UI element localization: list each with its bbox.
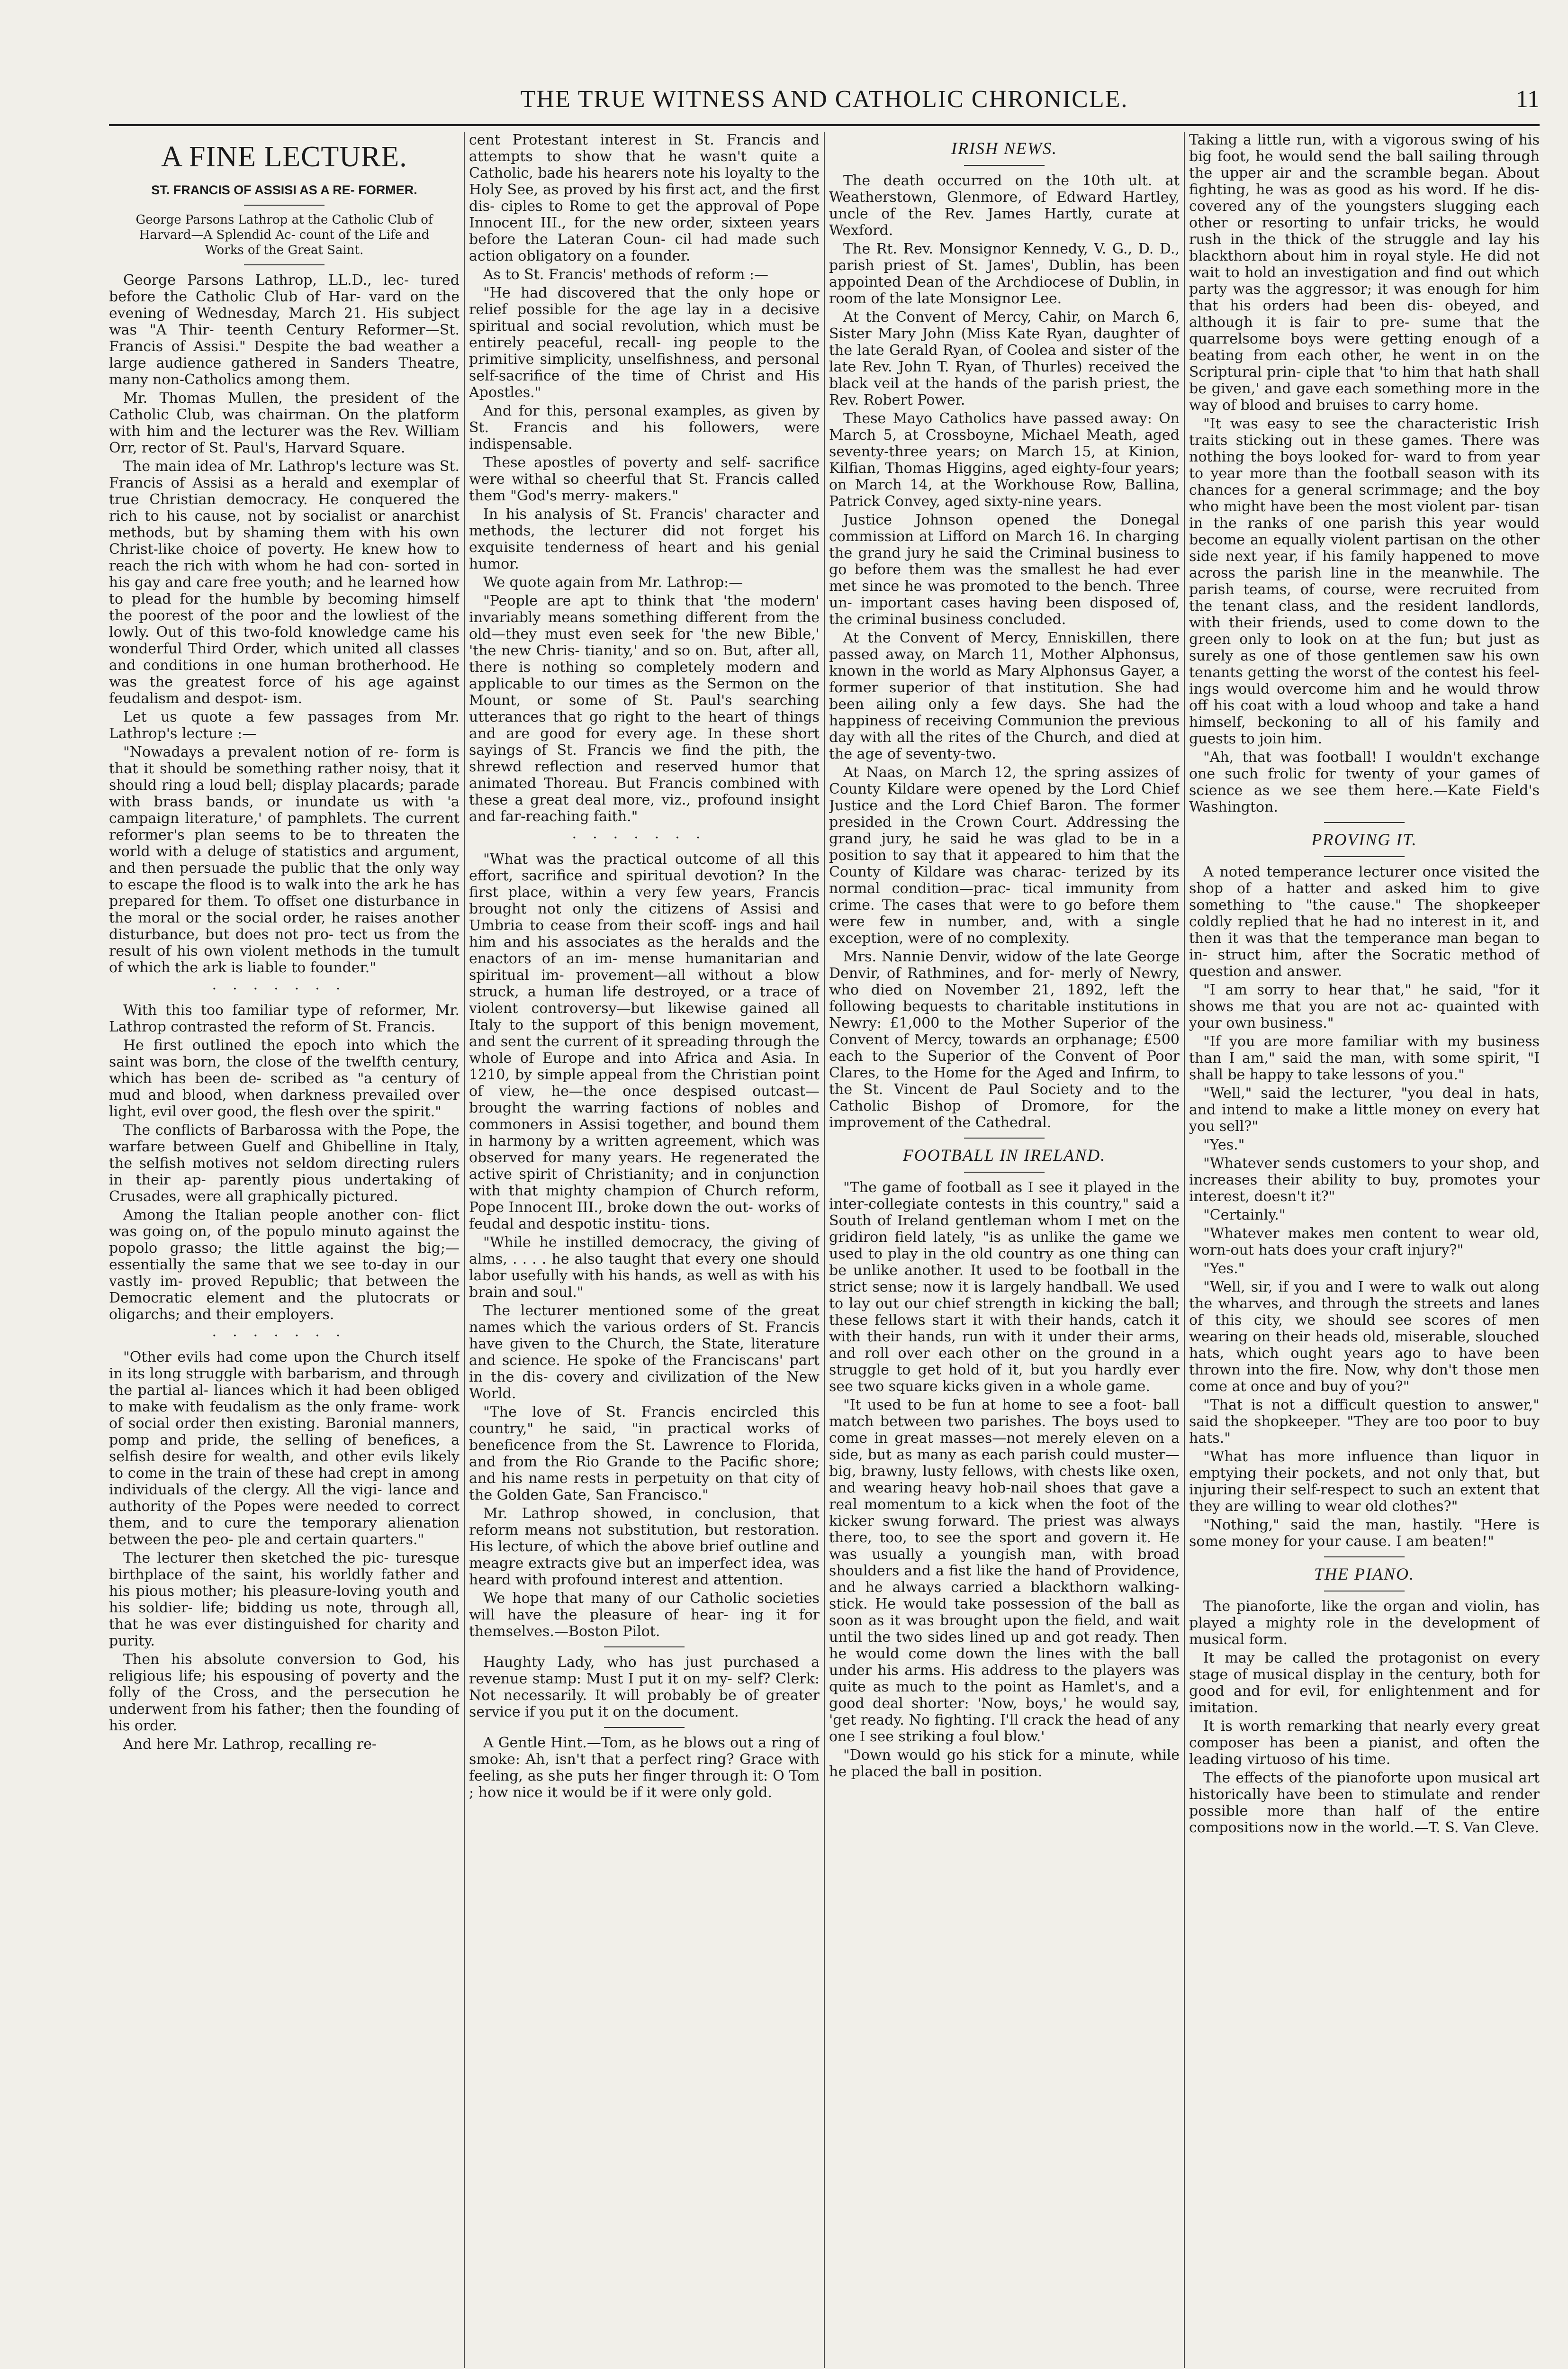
headline-fine-lecture: A FINE LECTURE. (161, 141, 407, 173)
masthead-rule (109, 124, 1540, 126)
paragraph: "It was easy to see the characteristic Irish traits sticking out in these games. There was nothing the boys looked for- ward to from year to year more than the football season with its chances for a general scrimmage; and the boy who might have been the most violent par- tisan in the ranks of one parish this year would become an equally violent partisan on the other side next year, if his family happened to move across the parish line in the meanwhile. The parish teams, of course, were recruited from the tenant class, and the resident landlords, with their friends, used to come down to the green only to look on at the fun; but just as surely as one of those gentlemen saw his own tenants getting the worst of the contest his feel- ings would overcome him and he would throw off his coat with a loud whoop and take a hand himself, beckoning to all of his family and guests to join him. (1189, 416, 1540, 747)
paragraph: "Well, sir, if you and I were to walk out along the wharves, and through the streets and lanes of this city, we should see scores of men wearing on their heads old, miserable, slouched hats, which ought years ago to have been thrown into the fire. Now, why don't those men come at once and buy of you?" (1189, 1279, 1540, 1395)
paragraph: "If you are more familiar with my business than I am," said the man, with some spirit, "I shall be happy to take lessons of you." (1189, 1033, 1540, 1083)
subhead-st-francis: ST. FRANCIS OF ASSISI AS A RE- FORMER. (151, 183, 417, 197)
paragraph: The pianoforte, like the organ and violin, has played a mighty role in the development of musical form. (1189, 1598, 1540, 1648)
heading-football: FOOTBALL IN IRELAND. (902, 1146, 1106, 1165)
heading-proving-it: PROVING IT. (1311, 830, 1417, 849)
column-rule (464, 132, 465, 2368)
paragraph: "Yes." (1203, 1137, 1245, 1153)
paragraph: "People are apt to think that 'the modern' invariably means something different from the old—they must even seek for 'the new Bible,' 'the new Chris- tianity,' and so on. But, after all, there is nothing so completely modern and applicable to our times as the Sermon on the Mount, or some of St. Paul's searching utterances that go right to the heart of things and are good for every age. In these short sayings of St. Francis we find the pith, the shrewd reflection and reserved humor that animated Thoreau. But Francis combined with these a great deal more, viz., profound insight and far-reaching faith." (469, 593, 820, 825)
ellipsis-dots: ······· (212, 1328, 357, 1344)
filler-haughty-lady: Haughty Lady, who has just purchased a revenue stamp: Must I put it on my- self? Clerk: Not necessarily. It will probably be of greater service if you put it on the document. (469, 1654, 820, 1720)
paragraph: Mr. Thomas Mullen, the president of the Catholic Club, was chairman. On the platform with him and the lecturer was the Rev. William Orr, rector of St. Paul's, Harvard Square. (109, 390, 460, 456)
paragraph: "Down would go his stick for a minute, while he placed the ball in position. (829, 1747, 1180, 1780)
paragraph: cent Protestant interest in St. Francis and attempts to show that he wasn't quite a Catholic, bade his hearers note his loyalty to the Holy See, as proved by his first act, and the first dis- ciples to Rome to get the approval of Pope Innocent III., for the new order, sixteen years before the Lateran Coun- cil had made such action obligatory on a founder. (469, 132, 820, 264)
paragraph: "Whatever sends customers to your shop, and increases their ability to buy, promotes your interest, doesn't it?" (1189, 1155, 1540, 1205)
paragraph: Justice Johnson opened the Donegal commission at Lifford on March 16. In charging the grand jury he said the Criminal business to go before them was the smallest he had ever met since he was promoted to the bench. Three un- important cases having been disposed of, the criminal business concluded. (829, 512, 1180, 628)
paragraph: The lecturer mentioned some of the great names which the various orders of St. Francis have given to the Church, the State, literature and science. He spoke of the Franciscans' part in the dis- covery and civilization of the New World. (469, 1302, 820, 1402)
column-4 (1189, 132, 1540, 2368)
paragraph: "While he instilled democracy, the giving of alms, . . . . he also taught that every one should labor usefully with his hands, as well as with his brain and soul." (469, 1234, 820, 1301)
divider (964, 1172, 1045, 1173)
paragraph: At the Convent of Mercy, Enniskillen, there passed away, on March 11, Mother Alphonsus, known in the world as Mary Alphonsus Gayer, a former superior of that institution. She had been ailing only a few days. She had the happiness of receiving Communion the previous day with all the rites of the Church, and died at the age of seventy-two. (829, 630, 1180, 762)
paragraph: "He had discovered that the only hope or relief possible for the age lay in a decisive spiritual and social revolution, which must be entirely peaceful, recall- ing people to the primitive simplicity, unselfishness, and personal self-sacrifice of the time of Christ and His Apostles." (469, 285, 820, 401)
ellipsis-dots: ······· (212, 981, 357, 997)
column-2 (469, 132, 820, 2368)
paragraph: A noted temperance lecturer once visited the shop of a hatter and asked him to give something to "the cause." The shopkeeper coldly replied that he had no interest in it, and then it was that the temperance man began to in- struct him, after the Socratic method of question and answer. (1189, 864, 1540, 980)
paragraph: "What was the practical outcome of all this effort, sacrifice and spiritual devotion? In the first place, within a very few years, Francis brought not only the citizens of Assisi and Umbria to cease from their scoff- ings and hail him and his associates as the heralds and the enactors of an im- mense humanitarian and spiritual im- provement—all without a blow struck, a human life destroyed, or a trace of violent controversy—but likewise gained all Italy to the support of this benign movement, and sent the current of it spreading through the whole of Europe and into Africa and Asia. In 1210, by simple appeal from the Christian point of view, he—the once despised outcast— brought the warring factions of nobles and commoners in Assisi together, and bound them in harmony by a written agreement, which was observed for many years. He regenerated the active spirit of Christianity; and in conjunction with that mighty champion of Church reform, Pope Innocent III., broke down the out- works of feudal and despotic institu- tions. (469, 851, 820, 1232)
paragraph: "It used to be fun at home to see a foot- ball match between two parishes. The boys used to come in great masses—not merely eleven on a side, but as many as each parish could muster—big, brawny, lusty fellows, with chests like oxen, and wearing heavy hob-nail shoes that gave a real momentum to a kick when the foot of the kicker swung forward. The priest was always there, too, to see the sport and govern it. He was usually a youngish man, with broad shoulders and a fist like the hand of Providence, and he always carried a blackthorn walking- stick. He would take possession of the ball as soon as it was brought upon the field, and wait until the two sides lined up and got ready. Then he would come down the lines with the ball under his arms. His address to the players was quite as much to the point as Hamlet's, and a good deal shorter: 'Now, boys,' he would say, 'get ready. No fighting. I'll crack the head of any one I see striking a foul blow.' (829, 1397, 1180, 1745)
divider (964, 165, 1045, 166)
paragraph: The death occurred on the 10th ult. at Weatherstown, Glenmore, of Edward Hartley, uncle of the Rev. James Hartly, curate at Wexford. (829, 172, 1180, 239)
paragraph: "Well," said the lecturer, "you deal in hats, and intend to make a little money on every hat you sell?" (1189, 1085, 1540, 1135)
paragraph: We hope that many of our Catholic societies will have the pleasure of hear- ing it for themselves.—Boston Pilot. (469, 1590, 820, 1640)
column-3 (829, 132, 1180, 2368)
paragraph: Let us quote a few passages from Mr. Lathrop's lecture :— (109, 709, 460, 742)
filler-gentle-hint: A Gentle Hint.—Tom, as he blows out a ring of smoke: Ah, isn't that a perfect ring? Grace with feeling, as she puts her finger through it: O Tom ; how nice it would be if it were only gold. (469, 1735, 820, 1801)
paragraph: We quote again from Mr. Lathrop:— (483, 574, 743, 591)
paragraph: Then his absolute conversion to God, his religious life; his espousing of poverty and the folly of the Cross, and the persecution he underwent from his father; then the founding of his order. (109, 1651, 460, 1734)
column-1 (109, 132, 460, 2368)
divider (1324, 1556, 1405, 1557)
paragraph: "That is not a difficult question to answer," said the shopkeeper. "They are too poor to buy hats." (1189, 1397, 1540, 1447)
paragraph: In his analysis of St. Francis' character and methods, the lecturer did not forget his exquisite tenderness of heart and his genial humor. (469, 506, 820, 572)
ellipsis-dots: ······· (572, 830, 717, 846)
divider (1324, 856, 1405, 857)
paragraph: "Ah, that was football! I wouldn't exchange one such frolic for twenty of your games of science as we see them here.—Kate Field's Washington. (1189, 749, 1540, 815)
paragraph: Among the Italian people another con- flict was going on, of the populo minuto against the popolo grasso; the little against the big;—essentially the same that we see to-day in our vastly im- proved Republic; that between the Democratic element and the plutocrats or oligarchs; and their employers. (109, 1207, 460, 1323)
column-rule (1184, 132, 1185, 2368)
paragraph: George Parsons Lathrop, LL.D., lec- tured before the Catholic Club of Har- vard on the evening of Wednesday, March 21. His subject was "A Thir- teenth Century Reformer—St. Francis of Assisi." Despite the bad weather a large audience gathered in Sanders Theatre, many non-Catholics among them. (109, 272, 460, 388)
paragraph: He first outlined the epoch into which the saint was born, the close of the twelfth century, which has been de- scribed as "a century of mud and blood, when darkness prevailed over light, evil over good, the flesh over the spirit." (109, 1037, 460, 1120)
divider (604, 1727, 685, 1728)
paragraph: The conflicts of Barbarossa with the Pope, the warfare between Guelf and Ghibelline in Italy, the selfish motives not seldom directing rulers in their ap- parently pious undertaking of Crusades, were all graphically pictured. (109, 1122, 460, 1205)
paragraph: It may be called the protagonist on every stage of musical display in the century, both for good and for evil, for enlightenment and for imitation. (1189, 1650, 1540, 1716)
paragraph: "Whatever makes men content to wear old, worn-out hats does your craft injury?" (1189, 1225, 1540, 1258)
paragraph: "The love of St. Francis encircled this country," he said, "in practical works of beneficence from the St. Lawrence to Florida, and from the Rio Grande to the Pacific shore; and his name rests in perpetuity on that city of the Golden Gate, San Francisco." (469, 1404, 820, 1503)
paragraph: As to St. Francis' methods of reform :— (483, 266, 769, 283)
column-rule (824, 132, 825, 2368)
divider (964, 1138, 1045, 1139)
paragraph: It is worth remarking that nearly every great composer has been a pianist, and often the leading virtuoso of his time. (1189, 1718, 1540, 1768)
paragraph: At Naas, on March 12, the spring assizes of County Kildare were opened by the Lord Chief Justice and the Lord Chief Baron. The former presided in the Crown Court. Addressing the grand jury, he said he was glad to be in a position to say that it appeared to him that the County of Kildare was charac- terized by its normal condition—prac- tical immunity from crime. The cases that were to go before them were few in number, and, with a single exception, were of no complexity. (829, 764, 1180, 947)
heading-the-piano: THE PIANO. (1314, 1564, 1415, 1583)
paragraph: These Mayo Catholics have passed away: On March 5, at Crossboyne, Michael Meath, aged seventy-three years; on March 15, at Kinion, Kilfian, Thomas Higgins, aged eighty-four years; on March 14, at the Workhouse Row, Ballina, Patrick Convey, aged sixty-nine years. (829, 410, 1180, 510)
paragraph: These apostles of poverty and self- sacrifice were withal so cheerful that St. Francis called them "God's merry- makers." (469, 454, 820, 504)
paragraph: The main idea of Mr. Lathrop's lecture was St. Francis of Assisi as a herald and exemplar of true Christian democracy. He conquered the rich to his cause, not by socialist or anarchist methods, but by shaming them with his own Christ-like choice of poverty. He knew how to reach the rich with whom he had con- sorted in his gay and care free youth; and he learned how to plead for the humble by becoming himself the poorest of the poor and the lowliest of the lowly. Out of this two-fold knowledge came his wonderful Third Order, which united all classes and conditions in one human brotherhood. He was the greatest force of his age against feudalism and despot- ism. (109, 458, 460, 707)
paragraph: "The game of football as I see it played in the inter-collegiate contests in this country," said a South of Ireland gentleman whom I met on the gridiron field lately, "is as unlike the game we used to play in the old country as one thing can be unlike another. It used to be football in the strict sense; now it is largely handball. We used to lay out our chief strength in kicking the ball; these fellows start it with their hands, catch it with their hands, run with it under their arms, and roll over each other on the ground in a struggle to get hold of it, but you hardly ever see two square kicks given in a whole game. (829, 1179, 1180, 1395)
heading-irish-news: IRISH NEWS. (951, 139, 1057, 158)
divider (604, 1646, 685, 1647)
masthead-title: THE TRUE WITNESS AND CATHOLIC CHRONICLE. (520, 86, 1128, 113)
masthead (109, 85, 1540, 123)
divider (244, 205, 324, 206)
paragraph: "Other evils had come upon the Church itself in its long struggle with barbarism, and through the partial al- liances which it had been obliged to make with feudalism as the only frame- work of social order then existing. Baronial manners, pomp and pride, the selling of benefices, a selfish desire for wealth, and other evils likely to come in the train of these had crept in among individuals of the clergy. All the vigi- lance and authority of the Popes were needed to correct them, and to cure the temporary alienation between the peo- ple and certain quarters." (109, 1349, 460, 1548)
paragraph: "Nothing," said the man, hastily. "Here is some money for your cause. I am beaten!" (1189, 1517, 1540, 1550)
paragraph: With this too familiar type of reformer, Mr. Lathrop contrasted the reform of St. Francis. (109, 1002, 460, 1035)
page-number: 11 (1515, 86, 1540, 113)
paragraph: The effects of the pianoforte upon musical art historically have been to stimulate and render possible more than half of the entire compositions now in the world.—T. S. Van Cleve. (1189, 1770, 1540, 1836)
divider (1324, 822, 1405, 823)
paragraph: "I am sorry to hear that," he said, "for it shows me that you are not ac- quainted with your own business." (1189, 982, 1540, 1031)
paragraph: And for this, personal examples, as given by St. Francis and his followers, were indispensable. (469, 403, 820, 452)
paragraph: Taking a little run, with a vigorous swing of his big foot, he would send the ball sailing through the upper air and the scramble began. About fighting, he was as good as his word. If he dis- covered any of the youngsters slugging each other or resorting to unfair tricks, he would rush in the thick of the struggle and lay his blackthorn about him in royal style. He did not wait to hold an investigation and find out which party was the aggressor; it was enough for him that his orders had been dis- obeyed, and although it is fair to pre- sume that the quarrelsome boys were getting enough of a beating from each other, he went in on the Scriptural prin- ciple that 'to him that hath shall be given,' and gave each something more in the way of blood and bruises to carry home. (1189, 132, 1540, 414)
paragraph: And here Mr. Lathrop, recalling re- (123, 1736, 377, 1753)
paragraph: At the Convent of Mercy, Cahir, on March 6, Sister Mary John (Miss Kate Ryan, daughter of the late Gerald Ryan, of Coolea and sister of the late Rev. John T. Ryan, of Thurles) received the black veil at the hands of the parish priest, the Rev. Robert Power. (829, 309, 1180, 408)
paragraph: Mr. Lathrop showed, in conclusion, that reform means not substitution, but restoration. His lecture, of which the above brief outline and meagre extracts give but an imperfect idea, was heard with profound interest and attention. (469, 1505, 820, 1588)
paragraph: "Nowadays a prevalent notion of re- form is that it should be something rather noisy, that it should ring a loud bell; display placards; parade with brass bands, or inundate us with 'a campaign literature,' of pamphlets. The current reformer's plan seems to be to threaten the world with a deluge of statistics and argument, and then persuade the public that the only way to escape the flood is to walk into the ark he has prepared for them. To offset one disturbance in the moral or the social order, he raises another disturbance, but does not pro- tect us from the result of his own violent methods in the tumult of which the ark is liable to founder." (109, 744, 460, 976)
deck-lathrop: George Parsons Lathrop at the Catholic Club of Harvard—A Splendid Ac- count of the Life and Works of the Great Saint. (135, 213, 433, 257)
paragraph: "What has more influence than liquor in emptying their pockets, and not only that, but injuring their self-respect to such an extent that they are willing to wear old clothes?" (1189, 1448, 1540, 1515)
divider (244, 264, 324, 265)
paragraph: "Certainly." (1203, 1207, 1286, 1223)
paragraph: The Rt. Rev. Monsignor Kennedy, V. G., D. D., parish priest of St. James', Dublin, has been appointed Dean of the Archdiocese of Dublin, in room of the late Monsignor Lee. (829, 241, 1180, 307)
paragraph: "Yes." (1203, 1260, 1245, 1277)
paragraph: Mrs. Nannie Denvir, widow of the late George Denvir, of Rathmines, and for- merly of Newry, who died on November 21, 1892, left the following bequests to charitable institutions in Newry: £1,000 to the Mother Superior of the Convent of Mercy, towards an orphanage; £500 each to the Superior of the Convent of Poor Clares, to the Home for the Aged and Infirm, to the St. Vincent de Paul Society and to the Catholic Bishop of Dromore, for the improvement of the Cathedral. (829, 949, 1180, 1131)
paragraph: The lecturer then sketched the pic- turesque birthplace of the saint, his worldly father and his pious mother; his pleasure-loving youth and his soldier- life; bidding us note, through all, that he was ever distinguished for charity and purity. (109, 1550, 460, 1649)
